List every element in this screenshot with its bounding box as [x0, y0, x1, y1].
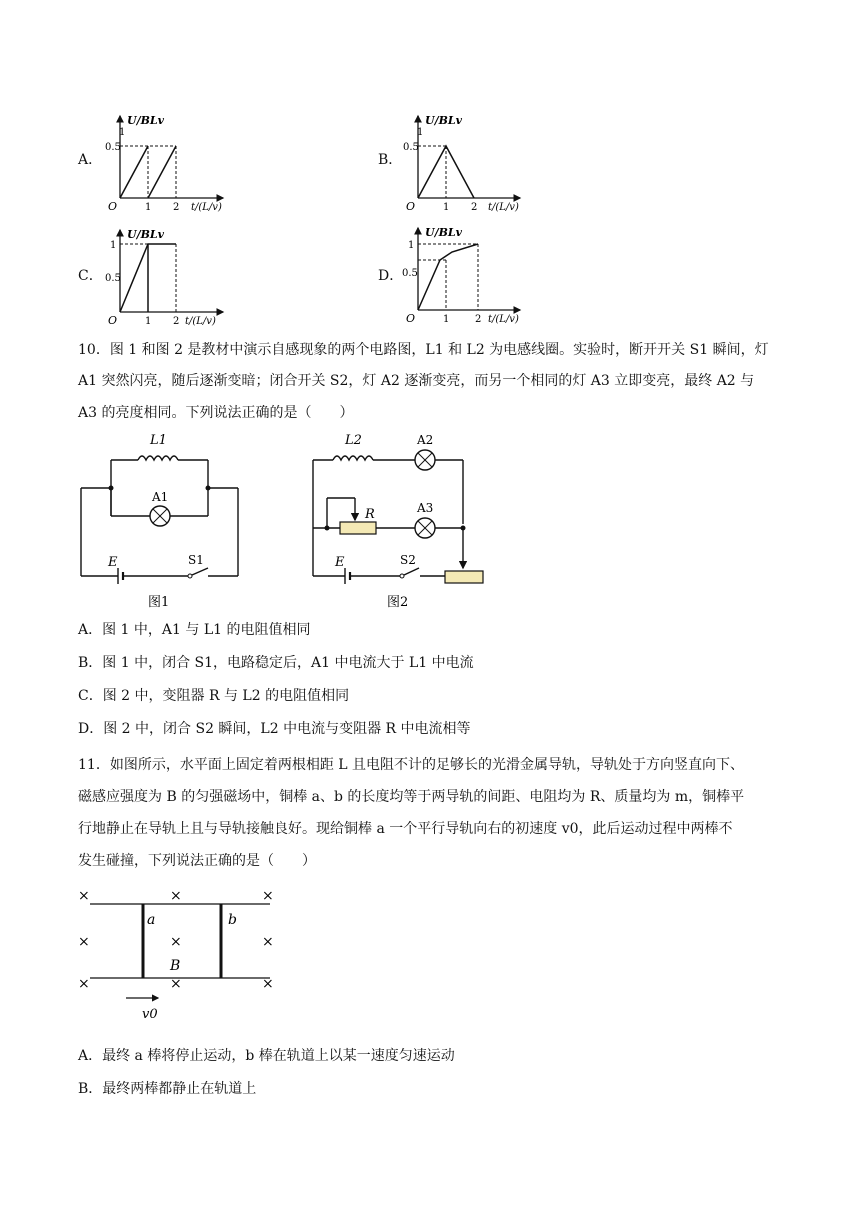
q11-line-3: 行地静止在导轨上且与导轨接触良好。现给铜棒 a 一个平行导轨向右的初速度 v0，此后运动过程中两棒不 — [78, 821, 733, 837]
svg-text:U/BLv: U/BLv — [127, 228, 165, 241]
svg-text:t/(L/v): t/(L/v) — [488, 202, 519, 213]
svg-text:1: 1 — [443, 202, 450, 213]
svg-text:t/(L/v): t/(L/v) — [185, 316, 216, 327]
q10-line-1: 10．图 1 和图 2 是教材中演示自感现象的两个电路图，L1 和 L2 为电感线圈。实验时，断开开关 S1 瞬间，灯 — [78, 342, 769, 358]
cross-mark: × — [78, 888, 90, 904]
svg-text:1: 1 — [443, 314, 450, 325]
svg-text:A3: A3 — [417, 501, 434, 515]
svg-text:t/(L/v): t/(L/v) — [488, 314, 519, 325]
q10-figure-2-circuit — [305, 428, 495, 614]
q10-option-b: B．图 1 中，闭合 S1，电路稳定后，A1 中电流大于 L1 中电流 — [78, 655, 474, 671]
svg-text:0.5: 0.5 — [105, 273, 121, 284]
q9-option-d-letter: D． — [378, 268, 404, 284]
velocity-label: v0 — [142, 1007, 158, 1022]
q11-rails-figure — [70, 880, 290, 1030]
svg-text:U/BLv: U/BLv — [425, 226, 463, 239]
svg-text:×: × — [78, 976, 90, 992]
svg-text:E: E — [335, 555, 345, 570]
q9-graph-c — [105, 226, 255, 328]
svg-text:O: O — [406, 200, 416, 213]
q9-graph-a — [105, 112, 255, 214]
svg-text:2: 2 — [471, 202, 478, 213]
q9-graph-b — [398, 112, 548, 214]
y-axis-label: U/BLv — [127, 114, 165, 127]
switch-label: S1 — [188, 553, 204, 567]
x-axis-label: t/(L/v) — [191, 202, 222, 213]
svg-text:2: 2 — [475, 314, 482, 325]
q11-line-1: 11．如图所示，水平面上固定着两根相距 L 且电阻不计的足够长的光滑金属导轨，导轨处于方向竖直向下、 — [78, 757, 745, 773]
q10-option-c: C．图 2 中，变阻器 R 与 L2 的电阻值相同 — [78, 688, 350, 704]
q11-line-2: 磁感应强度为 B 的匀强磁场中，铜棒 a、b 的长度均等于两导轨的间距、电阻均为 R、质量均为 m，铜棒平 — [78, 789, 745, 805]
svg-text:A2: A2 — [417, 433, 434, 447]
svg-text:×: × — [170, 888, 182, 904]
svg-text:×: × — [170, 976, 182, 992]
q9-option-b-letter: B． — [378, 152, 403, 168]
x-tick-1: 1 — [145, 202, 152, 213]
inductor-label: L1 — [150, 433, 167, 448]
svg-text:0.5: 0.5 — [402, 268, 418, 279]
svg-text:R: R — [365, 507, 375, 522]
q10-option-d: D．图 2 中，闭合 S2 瞬间，L2 中电流与变阻器 R 中电流相等 — [78, 721, 471, 737]
q11-option-b: B．最终两棒都静止在轨道上 — [78, 1081, 257, 1097]
q9-graph-d — [398, 224, 548, 326]
svg-text:图2: 图2 — [387, 595, 409, 610]
svg-text:O: O — [108, 314, 118, 327]
svg-text:U/BLv: U/BLv — [425, 114, 463, 127]
svg-text:2: 2 — [173, 316, 180, 327]
q9-option-c-letter: C． — [78, 268, 103, 284]
tick-05: 0.5 — [105, 142, 121, 153]
svg-text:1: 1 — [110, 240, 117, 251]
lamp-label: A1 — [152, 490, 169, 504]
svg-text:O: O — [406, 312, 416, 325]
q10-line-2: A1 突然闪亮，随后逐渐变暗；闭合开关 S2，灯 A2 逐渐变亮，而另一个相同的灯 A3 立即变亮，最终 A2 与 — [78, 373, 755, 389]
svg-text:1: 1 — [145, 316, 152, 327]
svg-text:×: × — [262, 888, 274, 904]
origin: O — [108, 200, 118, 213]
svg-text:L2: L2 — [345, 433, 362, 448]
figure-caption: 图1 — [148, 595, 170, 610]
rod-b-label: b — [228, 912, 237, 928]
svg-text:×: × — [78, 934, 90, 950]
svg-text:×: × — [262, 934, 274, 950]
svg-text:1: 1 — [408, 240, 415, 251]
x-tick-2: 2 — [173, 202, 180, 213]
q9-option-a-letter: A． — [78, 152, 103, 168]
svg-text:0.5: 0.5 — [403, 142, 419, 153]
q10-option-a: A．图 1 中，A1 与 L1 的电阻值相同 — [78, 622, 311, 638]
svg-text:1: 1 — [417, 127, 424, 138]
svg-text:S2: S2 — [400, 553, 416, 567]
tick-1: 1 — [119, 127, 126, 138]
q11-option-a: A．最终 a 棒将停止运动，b 棒在轨道上以某一速度匀速运动 — [78, 1048, 455, 1064]
battery-label: E — [108, 555, 118, 570]
svg-text:×: × — [170, 934, 182, 950]
q10-line-3: A3 的亮度相同。下列说法正确的是（ ） — [78, 405, 354, 421]
q10-figure-1-circuit — [78, 428, 248, 614]
q11-line-4: 发生碰撞，下列说法正确的是（ ） — [78, 853, 316, 869]
rod-a-label: a — [147, 912, 156, 928]
field-label: B — [170, 958, 181, 974]
svg-text:×: × — [262, 976, 274, 992]
